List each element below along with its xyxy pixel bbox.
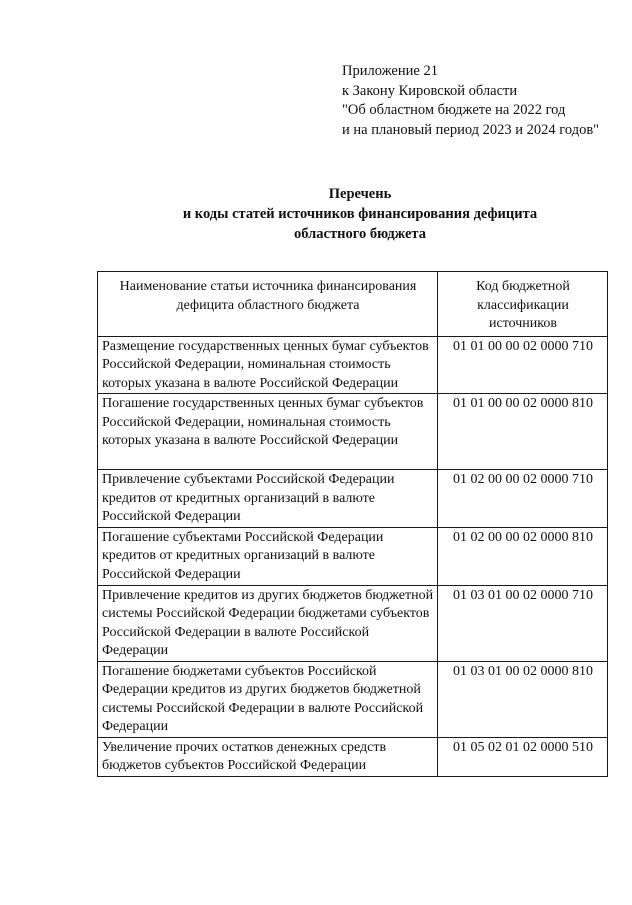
header-code: Код бюджетной классификации источников [438, 272, 608, 337]
title-line: Перечень [328, 186, 392, 202]
row-code: 01 05 02 01 02 0000 510 [438, 737, 608, 776]
table-row [98, 394, 608, 470]
sources-table [97, 271, 608, 777]
appendix-block [342, 62, 599, 140]
table-row [98, 470, 608, 528]
row-code: 01 01 00 00 02 0000 810 [438, 394, 608, 470]
title-line: областного бюджета [294, 226, 426, 242]
row-name: Привлечение субъектами Российской Федерации кредитов от кредитных организаций в валюте Российской Федерации [98, 470, 438, 528]
table-row [98, 737, 608, 776]
row-code: 01 02 00 00 02 0000 710 [438, 470, 608, 528]
document-title [60, 184, 632, 244]
row-name: Погашение бюджетами субъектов Российской Федерации кредитов из других бюджетов бюджетной системы Российской Федерации в валюте Российской Федерации [98, 661, 438, 737]
header-name: Наименование статьи источника финансирования дефицита областного бюджета [98, 272, 438, 337]
row-name: Увеличение прочих остатков денежных средств бюджетов субъектов Российской Федерации [98, 737, 438, 776]
appendix-line: к Закону Кировской области [342, 82, 518, 99]
table-row [98, 585, 608, 661]
row-name: Погашение субъектами Российской Федерации кредитов от кредитных организаций в валюте Российской Федерации [98, 527, 438, 585]
row-code: 01 03 01 00 02 0000 710 [438, 585, 608, 661]
row-code: 01 01 00 00 02 0000 710 [438, 336, 608, 394]
title-line: и коды статей источников финансирования дефицита [182, 206, 538, 222]
row-name: Размещение государственных ценных бумаг субъектов Российской Федерации, номинальная стоимость которых указана в валюте Российской Федерации [98, 336, 438, 394]
row-code: 01 03 01 00 02 0000 810 [438, 661, 608, 737]
appendix-line: "Об областном бюджете на 2022 год [342, 102, 566, 118]
row-name: Привлечение кредитов из других бюджетов бюджетной системы Российской Федерации бюджетами субъектов Российской Федерации в валюте Российской Федерации [98, 585, 438, 661]
table-header-row [98, 272, 608, 337]
table-row [98, 661, 608, 737]
table-row [98, 527, 608, 585]
row-name: Погашение государственных ценных бумаг субъектов Российской Федерации, номинальная стоимость которых указана в валюте Российской Федерации [98, 394, 438, 470]
appendix-line: и на плановый период 2023 и 2024 годов" [342, 121, 600, 138]
table-row [98, 336, 608, 394]
appendix-line: Приложение 21 [342, 63, 438, 79]
row-code: 01 02 00 00 02 0000 810 [438, 527, 608, 585]
